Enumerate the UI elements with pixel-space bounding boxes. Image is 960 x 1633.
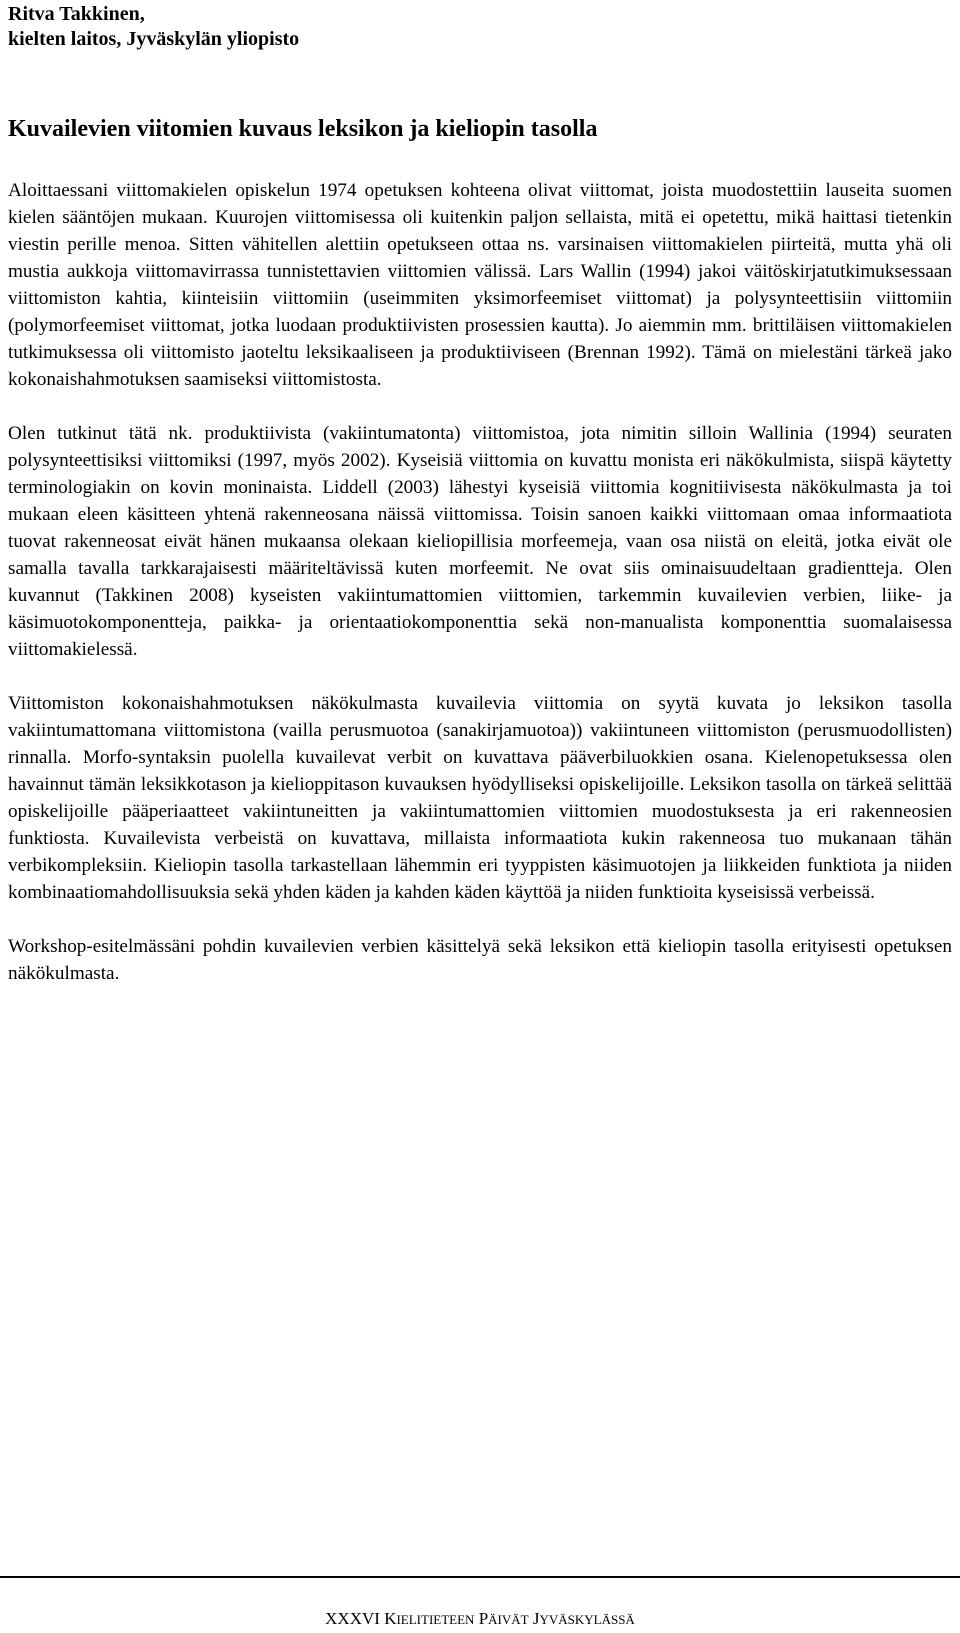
footer-divider (0, 1576, 960, 1578)
paragraph-1: Aloittaessani viittomakielen opiskelun 1974 opetuksen kohteena olivat viittomat, joista muodostettiin lauseita suomen kielen sääntöjen mukaan. Kuurojen viittomisessa oli kuitenkin paljon sellaista, mitä ei opetettu, mikä haittasi tietenkin viestin perille menoa. Sitten vähitellen alettiin opetukseen ottaa ns. varsinaisen viittomakielen piirteitä, mutta yhä oli mustia aukkoja viittomavirrassa tunnistettavien viittomien välissä. Lars Wallin (1994) jakoi väitöskirjatutkimuksessaan viittomiston kahtia, kiinteisiin viittomiin (useimmiten yksimorfeemiset viittomat) ja polysynteettisiin viittomiin (polymorfeemiset viittomat, jotka luodaan produktiivisten prosessien kautta). Jo aiemmin mm. brittiläisen viittomakielen tutkimuksessa oli viittomisto jaoteltu leksikaaliseen ja produktiiviseen (Brennan 1992). Tämä on mielestäni tärkeä jako kokonaishahmotuksen saamiseksi viittomistosta. (8, 180, 952, 390)
paragraph-2: Olen tutkinut tätä nk. produktiivista (vakiintumatonta) viittomistoa, jota nimitin silloin Wallinia (1994) seuraten polysynteettisiksi viittomiksi (1997, myös 2002). Kyseisiä viittomia on kuvattu monista eri näkökulmista, siispä käytetty terminologiakin on kovin moninaista. Liddell (2003) lähestyi kyseisiä viittomia kognitiivisesta näkökulmasta ja toi mukaan eleen käsitteen yhtenä rakenneosana näissä viittomissa. Toisin sanoen kaikki viittomaan omaa informaatiota tuovat rakenneosat eivät hänen mukaansa olekaan kieliopillisia morfeemeja, vaan osa niistä on eleitä, jotka eivät ole samalla tavalla tarkkarajaisesti määriteltävissä kuten morfeemit. Ne ovat siis ominaisuudeltaan gradientteja. Olen kuvannut (Takkinen 2008) kyseisten vakiintumattomien viittomien, tarkemmin kuvailevien verbien, liike- ja käsimuotokomponentteja, paikka- ja orientaatiokomponenttia sekä non-manualista komponenttia suomalaisessa viittomakielessä. (8, 423, 952, 660)
article-title: Kuvailevien viitomien kuvaus leksikon ja kieliopin tasolla (8, 116, 598, 142)
footer-text: XXXVI KIELITIETEEN PÄIVÄT JYVÄSKYLÄSSÄ (325, 1609, 635, 1628)
paragraph-3: Viittomiston kokonaishahmotuksen näkökulmasta kuvailevia viittomia on syytä kuvata jo leksikon tasolla vakiintumattomana viittomistona (vailla perusmuotoa (sanakirjamuotoa)) vakiintuneen viittomiston (perusmuodollisten) rinnalla. Morfo-syntaksin puolella kuvailevat verbit on kuvattava pääverbiluokkien osana. Kielenopetuksessa olen havainnut tämän leksikkotason ja kielioppitason kuvauksen hyödylliseksi opiskelijoille. Leksikon tasolla on tärkeä selittää opiskelijoille pääperiaatteet vakiintuneitten ja vakiintumattomien viittomien muodostuksesta ja eri rakenneosien funktiosta. Kuvailevista verbeistä on kuvattava, millaista informaatiota kukin rakenneosa tuo mukanaan tähän verbikompleksiin. Kieliopin tasolla tarkastellaan lähemmin eri tyyppisten käsimuotojen ja liikkeiden funktiota ja niiden kombinaatiomahdollisuuksia sekä yhden käden ja kahden käden käyttöä ja niiden funktioita kyseisissä verbeissä. (8, 693, 952, 903)
paragraph-4: Workshop-esitelmässäni pohdin kuvailevien verbien käsittelyä sekä leksikon että kieliopin tasolla erityisesti opetuksen näkökulmasta. (8, 936, 952, 984)
article-body (8, 177, 952, 1014)
author-block (8, 2, 299, 52)
author-name: Ritva Takkinen, (8, 3, 145, 25)
page-footer (0, 1608, 960, 1631)
author-affiliation: kielten laitos, Jyväskylän yliopisto (8, 28, 300, 50)
